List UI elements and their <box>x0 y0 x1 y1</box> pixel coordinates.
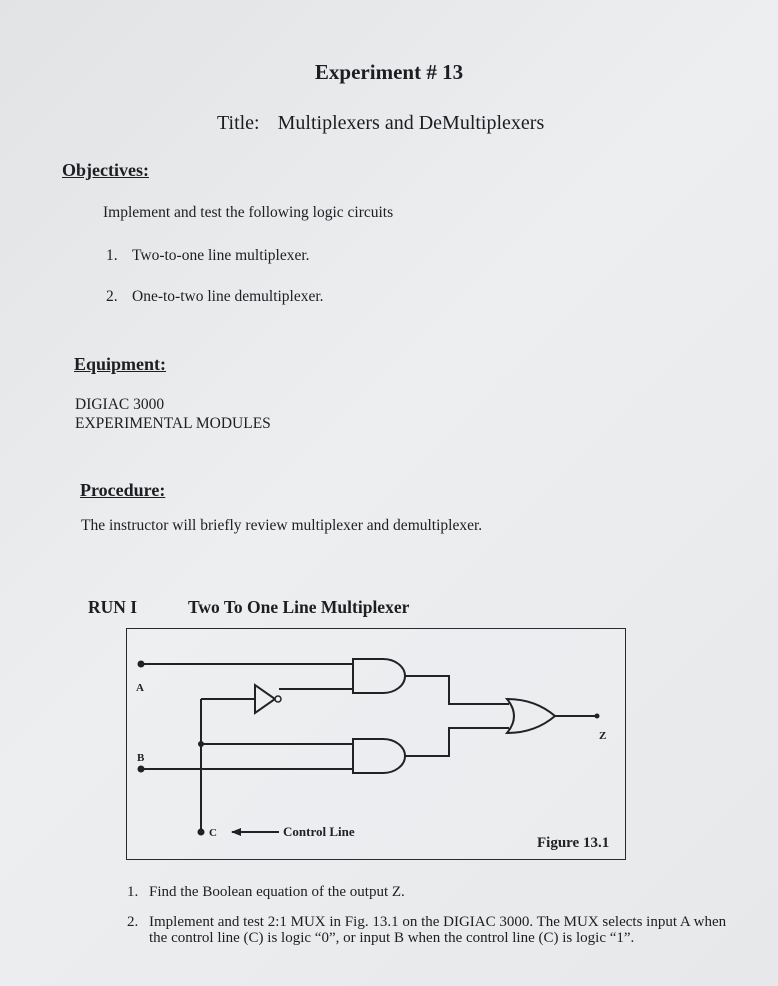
output-z-dot <box>595 714 600 719</box>
objective-num: 2. <box>106 288 118 305</box>
experiment-title: Experiment # 13 <box>314 60 464 84</box>
equipment-line-2: EXPERIMENTAL MODULES <box>75 415 271 432</box>
inverter-gate <box>255 685 281 713</box>
procedure-text: The instructor will briefly review multiplexer and demultiplexer. <box>81 517 483 534</box>
step-text: Implement and test 2:1 MUX in Fig. 13.1 on the DIGIAC 3000. The MUX selects input A when the control line (C) is logic “0”, or input B when the control line (C) is logic “1”. <box>149 914 727 946</box>
step-1 <box>127 884 727 900</box>
objective-item-1 <box>106 247 310 265</box>
step-num: 1. <box>127 884 139 900</box>
objectives-heading: Objectives: <box>62 160 149 180</box>
label-c: C <box>209 827 217 839</box>
steps-list <box>127 884 727 956</box>
label-z: Z <box>599 730 607 742</box>
run-label: RUN I <box>88 597 138 617</box>
objective-num: 1. <box>106 247 118 264</box>
title-label: Title: <box>217 112 260 134</box>
or-gate <box>507 699 555 733</box>
label-b: B <box>137 752 145 764</box>
step-text: Find the Boolean equation of the output Z. <box>149 884 405 900</box>
figure-13-1 <box>126 628 626 860</box>
mux-circuit-diagram <box>127 629 627 861</box>
input-a-dot <box>138 661 145 668</box>
objective-text: Two-to-one line multiplexer. <box>132 247 310 264</box>
objectives-intro: Implement and test the following logic circuits <box>103 204 394 221</box>
label-a: A <box>136 682 144 694</box>
equipment-heading: Equipment: <box>74 354 167 374</box>
arrow-left-icon <box>231 828 241 836</box>
title-text: Multiplexers and DeMultiplexers <box>277 112 545 134</box>
objective-text: One-to-two line demultiplexer. <box>132 288 324 305</box>
experiment-subtitle <box>217 112 544 135</box>
and-gate-2 <box>353 739 405 773</box>
input-b-dot <box>138 766 145 773</box>
step-num: 2. <box>127 914 139 930</box>
and-gate-1 <box>353 659 405 693</box>
input-c-dot <box>198 829 205 836</box>
control-line-label: Control Line <box>283 824 355 839</box>
objective-item-2 <box>106 288 324 306</box>
figure-caption: Figure 13.1 <box>537 835 610 851</box>
junction-dot <box>198 741 204 747</box>
circuit-wires <box>141 664 597 832</box>
procedure-heading: Procedure: <box>80 480 166 500</box>
run-title: Two To One Line Multiplexer <box>188 597 410 617</box>
equipment-line-1: DIGIAC 3000 <box>75 396 165 413</box>
step-2 <box>127 914 727 946</box>
